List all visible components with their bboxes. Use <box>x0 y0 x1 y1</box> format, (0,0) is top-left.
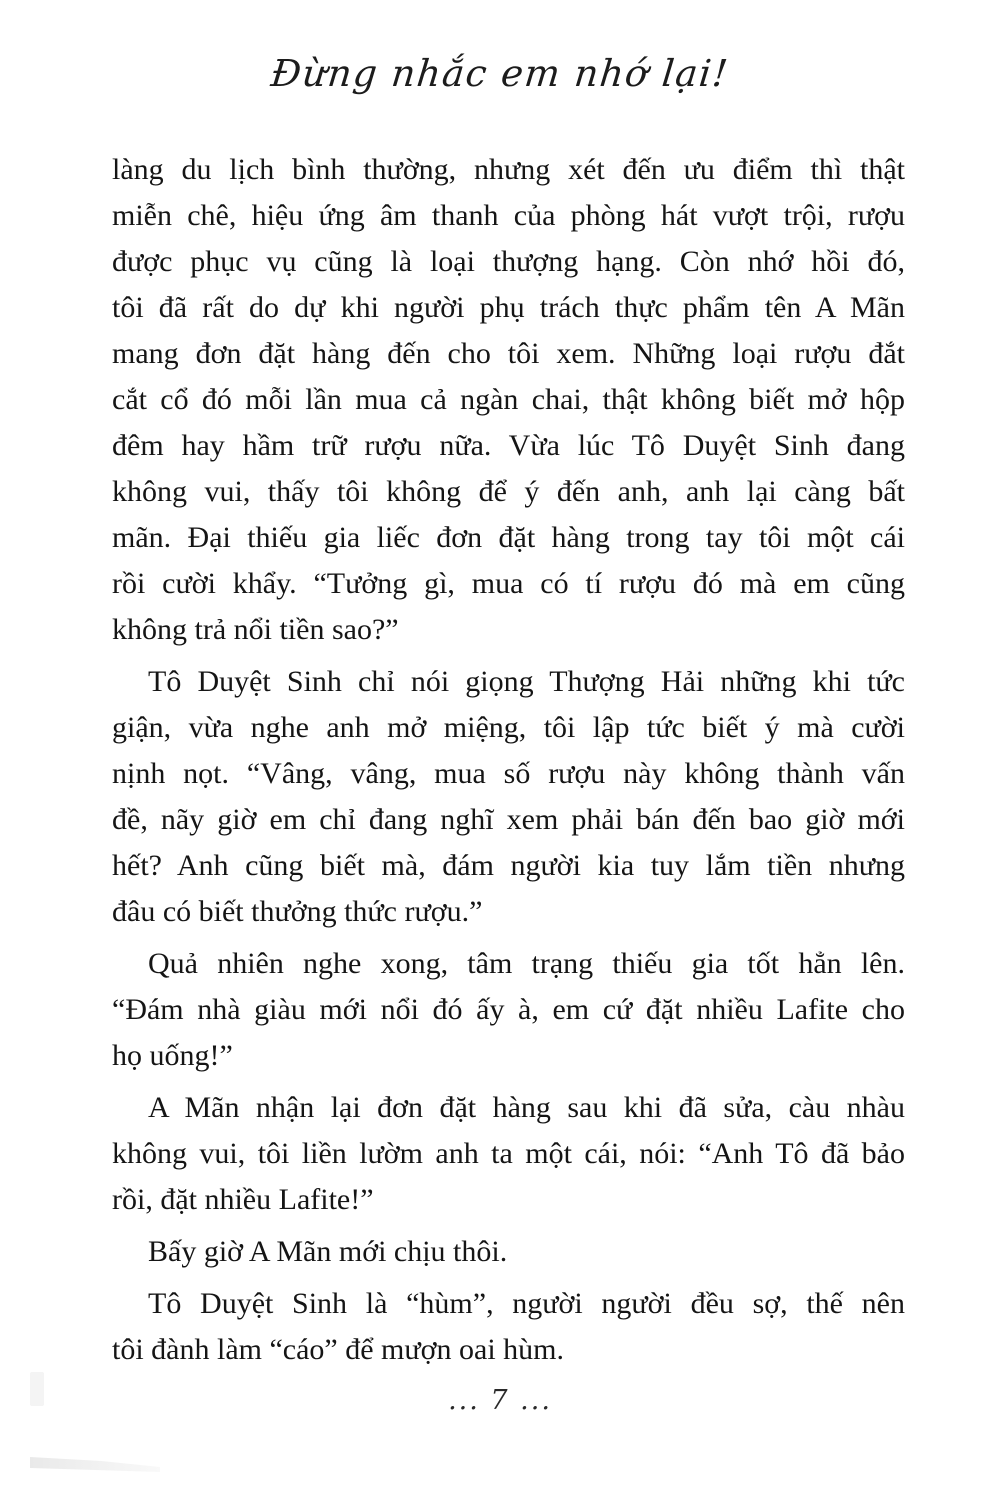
text-line: cắt cổ đó mỗi lần mua cả ngàn chai, thật không biết mở hộp <box>112 383 905 416</box>
page-number: ... 7 ... <box>448 1385 552 1416</box>
text-line: đề, nãy giờ em chỉ đang nghĩ xem phải bán đến bao giờ mới <box>112 803 905 836</box>
body-text-block <box>112 147 905 1379</box>
text-line: “Đám nhà giàu mới nổi đó ấy à, em cứ đặt nhiều Lafite cho <box>112 993 905 1026</box>
text-line: đêm hay hầm trữ rượu nữa. Vừa lúc Tô Duyệt Sinh đang <box>112 429 905 462</box>
text-line: mang đơn đặt hàng đến cho tôi xem. Những loại rượu đắt <box>112 337 905 370</box>
paragraph <box>112 1281 905 1373</box>
text-line: nịnh nọt. “Vâng, vâng, mua số rượu này không thành vấn <box>112 757 905 790</box>
paragraph <box>112 147 905 653</box>
text-line: làng du lịch bình thường, nhưng xét đến ưu điểm thì thật <box>112 153 905 186</box>
text-line: A Mãn nhận lại đơn đặt hàng sau khi đã sửa, càu nhàu <box>148 1091 905 1124</box>
text-line: tôi đã rất do dự khi người phụ trách thực phẩm tên A Mãn <box>112 291 905 324</box>
scan-artifact <box>30 1452 160 1472</box>
text-line: hết? Anh cũng biết mà, đám người kia tuy lắm tiền nhưng <box>112 849 905 882</box>
paragraph <box>112 1229 905 1275</box>
paragraph <box>112 1085 905 1223</box>
text-line: mãn. Đại thiếu gia liếc đơn đặt hàng trong tay tôi một cái <box>112 521 905 554</box>
text-line: họ uống!” <box>112 1039 233 1072</box>
text-line: Bấy giờ A Mãn mới chịu thôi. <box>148 1235 508 1268</box>
text-line: không vui, thấy tôi không để ý đến anh, anh lại càng bất <box>112 475 905 508</box>
text-line: rồi, đặt nhiều Lafite!” <box>112 1183 374 1216</box>
text-line: miễn chê, hiệu ứng âm thanh của phòng hát vượt trội, rượu <box>112 199 905 232</box>
text-line: giận, vừa nghe anh mở miệng, tôi lập tức biết ý mà cười <box>112 711 905 744</box>
text-line: Quả nhiên nghe xong, tâm trạng thiếu gia tốt hẳn lên. <box>148 947 905 980</box>
text-line: Tô Duyệt Sinh chỉ nói giọng Thượng Hải những khi tức <box>148 665 905 698</box>
text-line: tôi đành làm “cáo” để mượn oai hùm. <box>112 1333 564 1366</box>
text-line: được phục vụ cũng là loại thượng hạng. Còn nhớ hồi đó, <box>112 245 905 278</box>
text-line: Tô Duyệt Sinh là “hùm”, người người đều sợ, thế nên <box>148 1287 905 1320</box>
chapter-header-title: Đừng nhắc em nhớ lại! <box>268 52 732 95</box>
text-line: không vui, tôi liền lườm anh ta một cái, nói: “Anh Tô đã bảo <box>112 1137 905 1170</box>
text-line: rồi cười khẩy. “Tưởng gì, mua có tí rượu đó mà em cũng <box>112 567 905 600</box>
paragraph <box>112 659 905 935</box>
text-line: không trả nổi tiền sao?” <box>112 613 399 646</box>
scan-artifact <box>30 1372 44 1406</box>
text-line: đâu có biết thưởng thức rượu.” <box>112 895 483 928</box>
paragraph <box>112 941 905 1079</box>
